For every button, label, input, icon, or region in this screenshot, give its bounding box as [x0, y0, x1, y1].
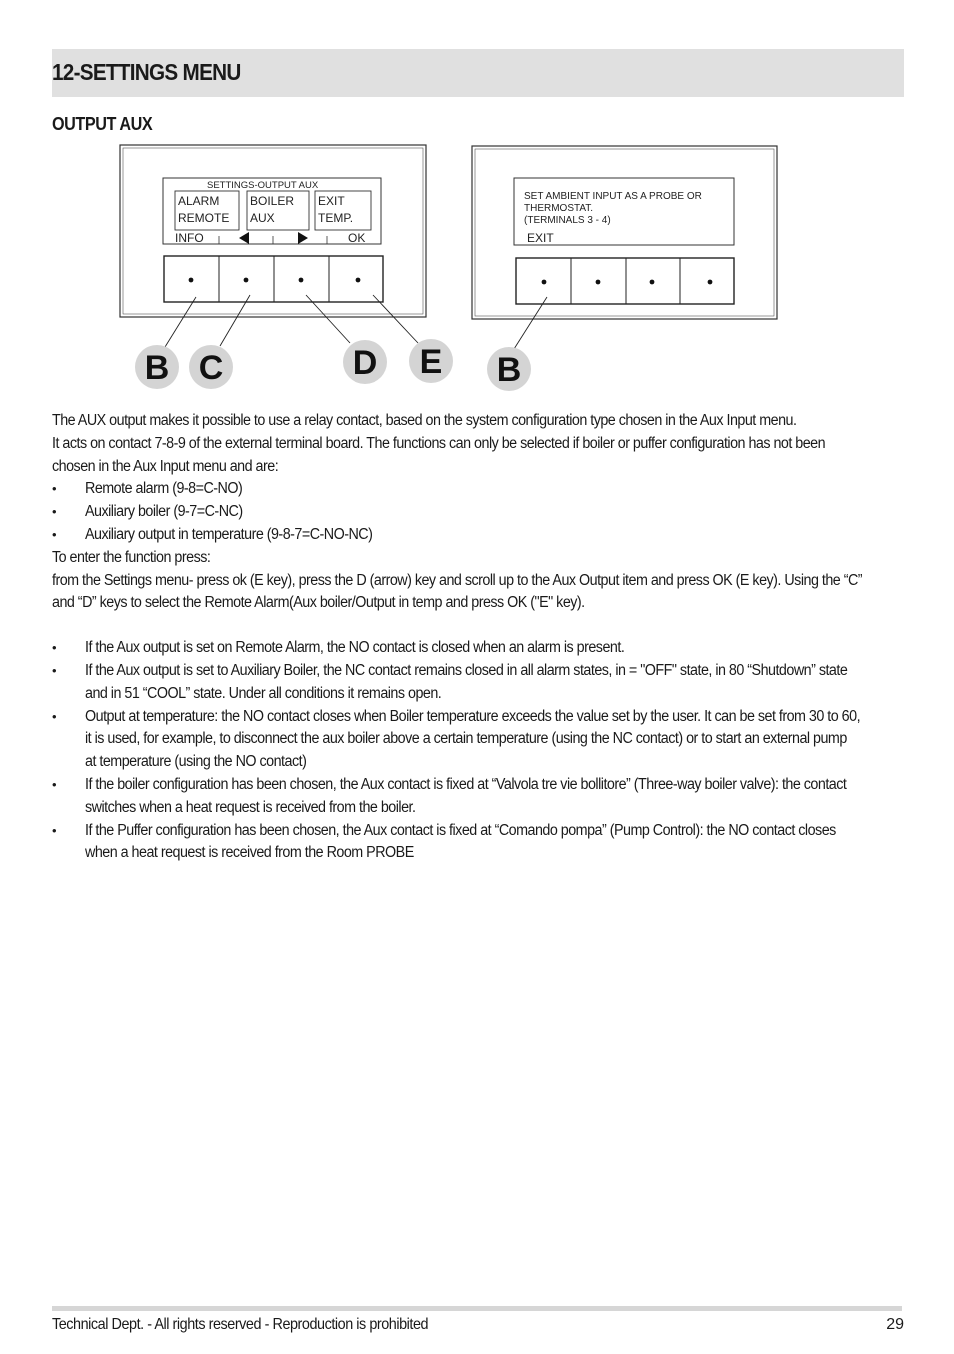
right-key-4-dot[interactable] [708, 280, 713, 285]
right-keypad [516, 258, 734, 304]
list-item: • Auxiliary boiler (9-7=C-NC) [52, 501, 912, 524]
opt1-line1: ALARM [178, 194, 220, 208]
svg-text:E: E [419, 343, 443, 381]
right-msg-line3: (TERMINALS 3 - 4) [524, 215, 611, 226]
callout-badge-e [409, 339, 453, 383]
right-key-2-dot[interactable] [596, 280, 601, 285]
footer-rule [52, 1306, 902, 1311]
callout-badge-b [135, 345, 179, 389]
opt3-line1: EXIT [318, 194, 345, 208]
callout-badge-b-right [487, 347, 531, 391]
page-number: 29 [886, 1316, 904, 1333]
paragraph-enter: To enter the function press: [52, 548, 211, 566]
paragraph-procedure: from the Settings menu- press ok (E key), press the D (arrow) key and scroll up to the Aux Output item and press OK (E key). Using the “C” and “D” keys to select the Remote Alarm(Aux boiler/Output in temp and press OK ("E" key). [52, 571, 863, 612]
soft-key-info-label: INFO [175, 231, 204, 245]
paragraph-intro: The AUX output makes it possible to use a relay contact, based on the system configuration type chosen in the Aux Input menu. [52, 412, 797, 429]
body-text [52, 410, 912, 865]
right-control-panel [472, 146, 777, 319]
list-item: • Remote alarm (9-8=C-NO) [52, 478, 912, 501]
key-e-dot[interactable] [356, 278, 361, 283]
footer-copyright: Technical Dept. - All rights reserved - Reproduction is prohibited [52, 1316, 429, 1333]
svg-text:B: B [144, 349, 170, 387]
left-screen-title: SETTINGS-OUTPUT AUX [207, 180, 319, 191]
list-item: • If the boiler configuration has been chosen, the Aux contact is fixed at “Valvola tre vie bollitore” (Three-way boiler valve): the contact switches when a heat request is received from the boiler. [52, 774, 912, 820]
subheading-output-aux: OUTPUT AUX [52, 114, 153, 134]
list-item: • If the Aux output is set on Remote Alarm, the NO contact is closed when an alarm is present. [52, 637, 912, 660]
key-b-dot[interactable] [189, 278, 194, 283]
opt3-line2: TEMP. [318, 211, 354, 225]
key-d-dot[interactable] [299, 278, 304, 283]
list-item: • If the Puffer configuration has been chosen, the Aux contact is fixed at “Comando pompa” (Pump Control): the NO contact closes when a heat request is received from the Room PROBE [52, 820, 912, 866]
section-title: 12-SETTINGS MENU [52, 59, 241, 85]
soft-key-ok-label: OK [348, 231, 366, 245]
opt2-line2: AUX [250, 211, 275, 225]
svg-text:C: C [198, 349, 224, 387]
callout-badge-d [343, 340, 387, 384]
opt1-line2: REMOTE [178, 211, 230, 225]
left-control-panel [120, 145, 426, 317]
list-item: • If the Aux output is set to Auxiliary Boiler, the NC contact remains closed in all alarm states, in = "OFF" state, in 80 “Shutdown” state and in 51 “COOL” state. Under all conditions it remains open. [52, 660, 912, 706]
control-panel-diagram [0, 0, 954, 410]
svg-text:B: B [496, 351, 522, 389]
key-c-dot[interactable] [244, 278, 249, 283]
right-key-3-dot[interactable] [650, 280, 655, 285]
callout-badge-c [189, 345, 233, 389]
list-item: • Auxiliary output in temperature (9-8-7=C-NO-NC) [52, 524, 912, 547]
paragraph-contacts: It acts on contact 7-8-9 of the external terminal board. The functions can only be selected if boiler or puffer configuration has not been chosen in the Aux Input menu and are: [52, 434, 826, 475]
opt2-line1: BOILER [250, 194, 295, 208]
right-key-b-dot[interactable] [542, 280, 547, 285]
right-msg-line1: SET AMBIENT INPUT AS A PROBE OR [524, 191, 702, 202]
soft-key-exit-label: EXIT [527, 231, 554, 245]
svg-text:D: D [352, 344, 378, 382]
right-msg-line2: THERMOSTAT. [524, 203, 594, 214]
list-item: • Output at temperature: the NO contact closes when Boiler temperature exceeds the value set by the user. It can be set from 30 to 60, it is used, for example, to disconnect the aux boiler above a certain temperature (using the NC contact) or to start an external pump at temperature (using the NO contact) [52, 706, 912, 774]
